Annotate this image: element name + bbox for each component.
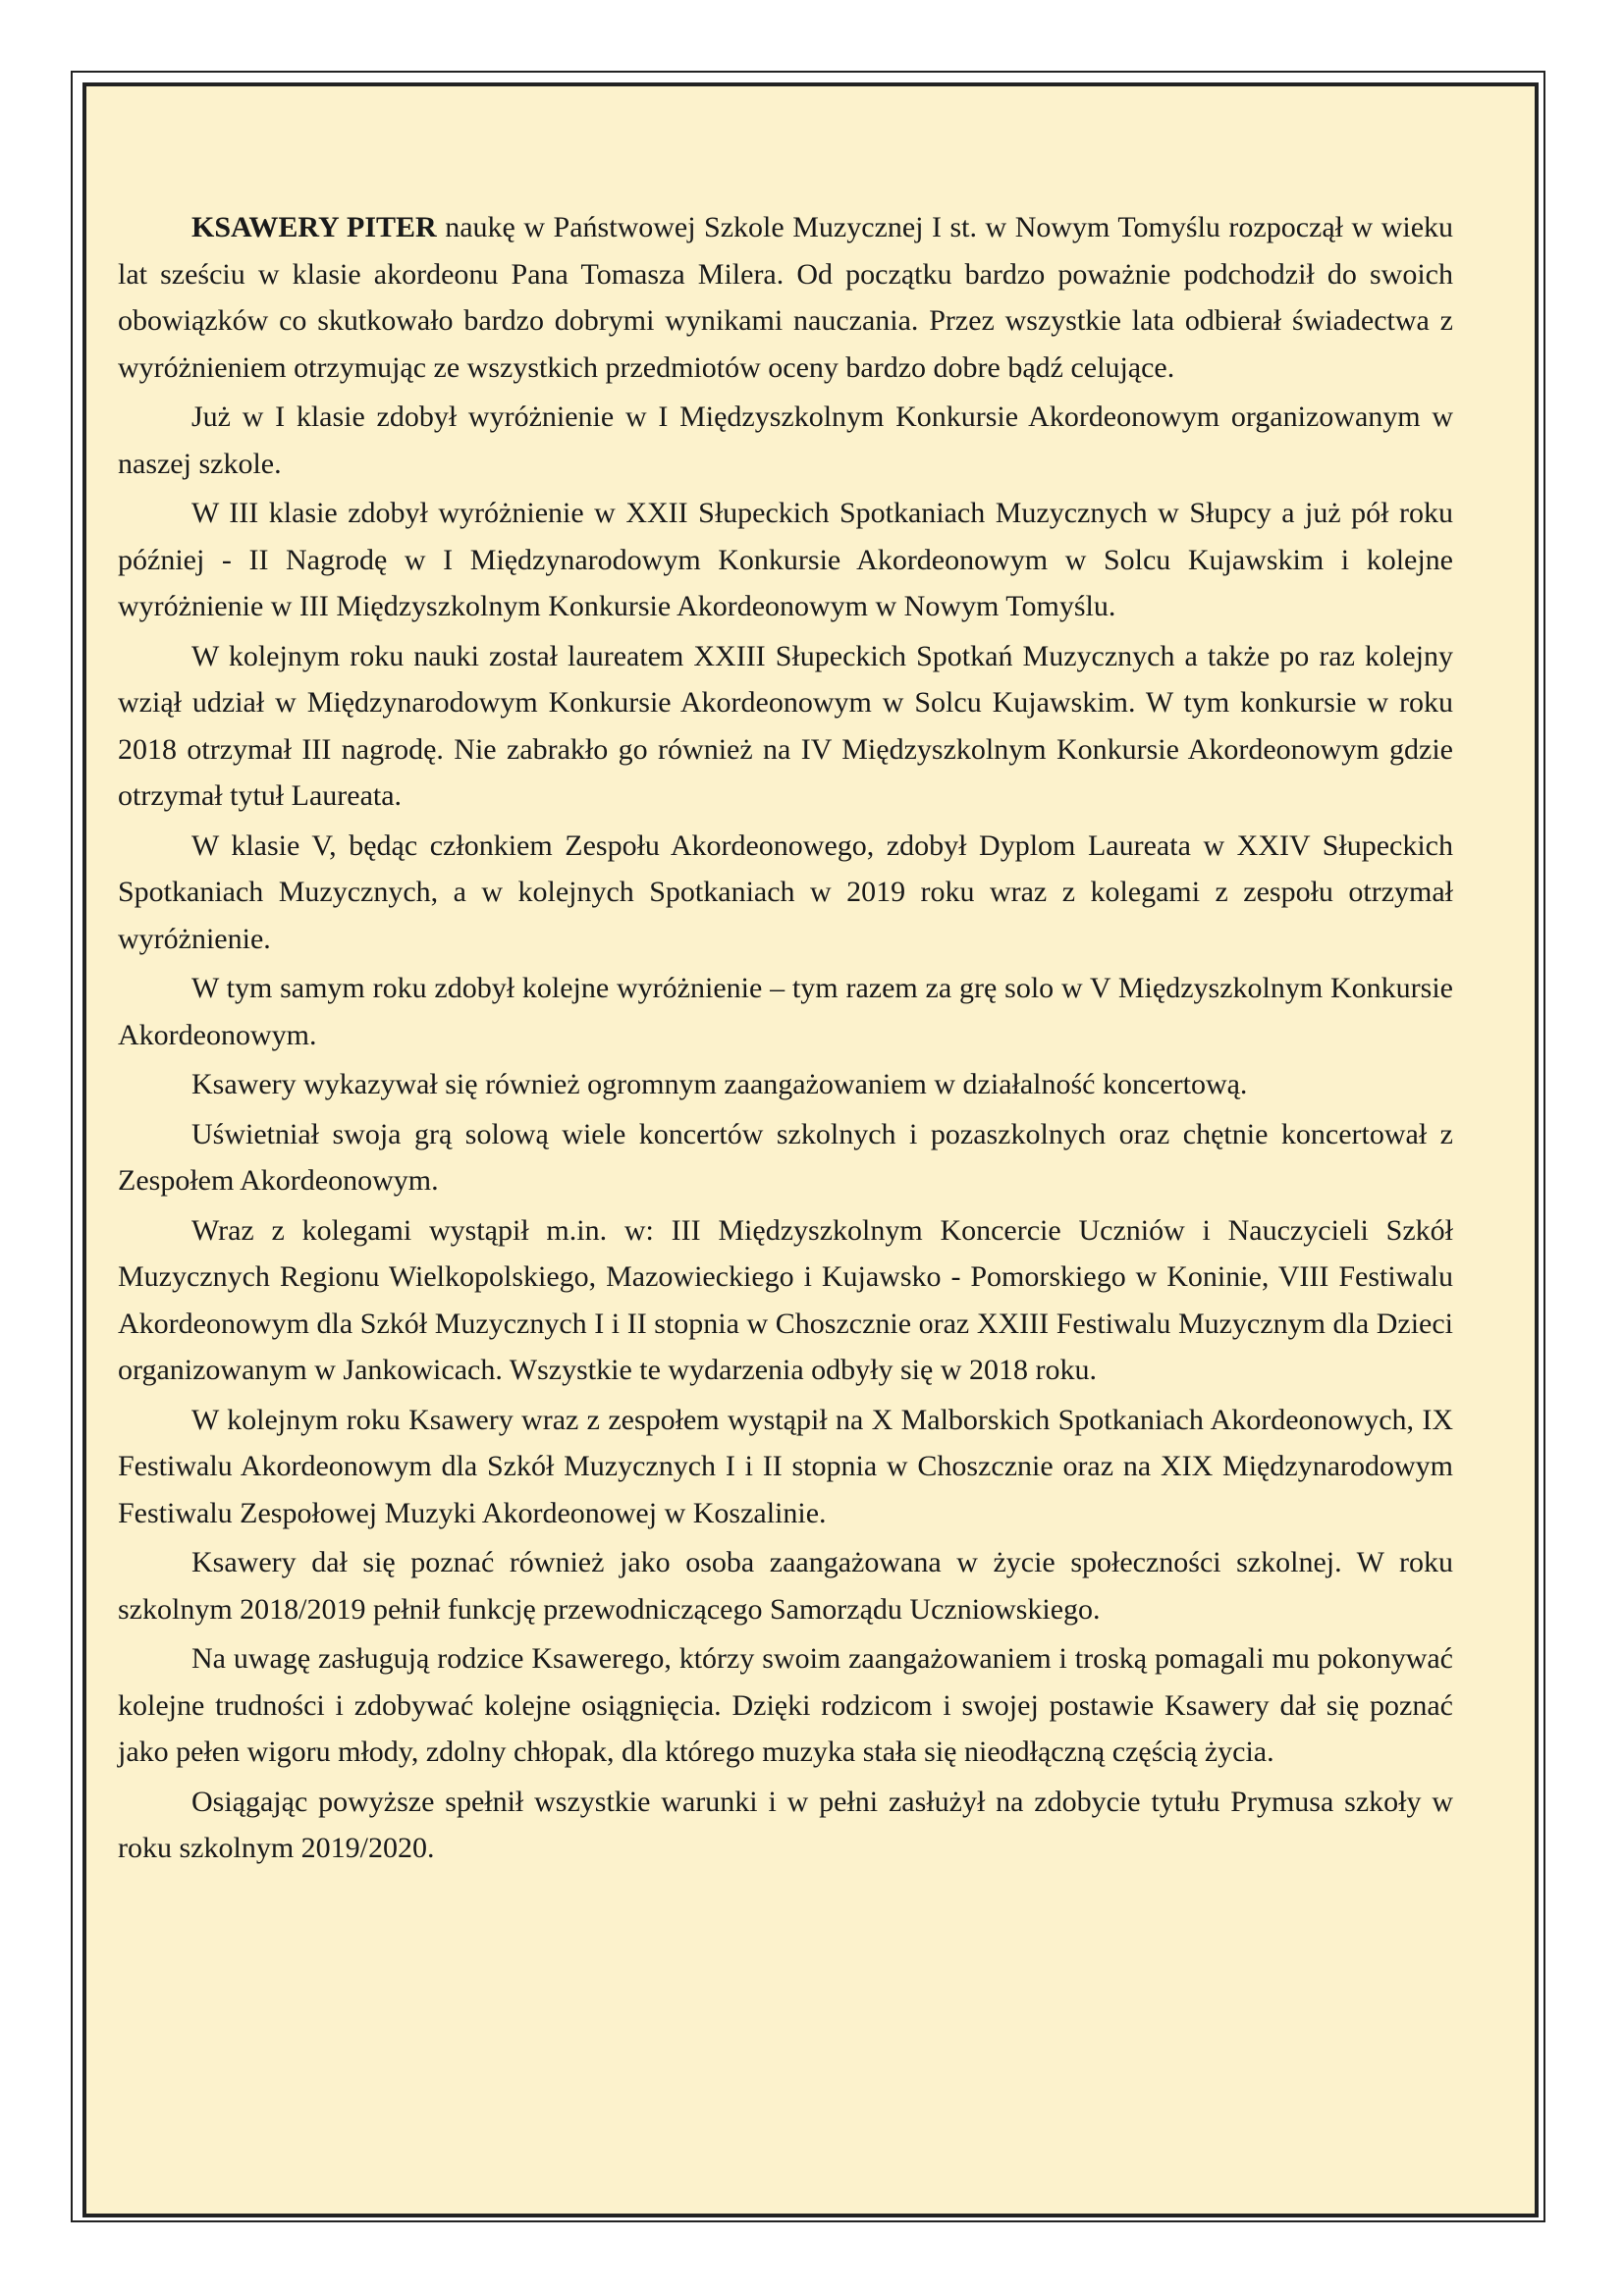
paragraph-performances-2018: Wraz z kolegami wystąpił m.in. w: III Międzyszkolnym Koncercie Uczniów i Nauczycieli Szkół Muzycznych Regionu Wielkopolskiego, Mazowieckiego i Kujawsko - Pomorskiego w Koninie, VIII Festiwalu Akordeonowym dla Szkół Muzycznych I i II stopnia w Choszcznie oraz XXIII Festiwalu Muzycznym dla Dzieci organizowanym w Jankowicach. Wszystkie te wydarzenia odbyły się w 2018 roku. xyxy=(118,1213,1453,1386)
paragraph-third-class: W III klasie zdobył wyróżnienie w XXII Słupeckich Spotkaniach Muzycznych w Słupcy a już pół roku później - II Nagrodę w I Międzynarodowym Konkursie Akordeonowym w Solcu Kujawskim i kolejne wyróżnienie w III Międzyszkolnym Konkursie Akordeonowym w Nowym Tomyślu. xyxy=(118,497,1453,622)
paragraph-intro-text: naukę w Państwowej Szkole Muzycznej I st. w Nowym Tomyślu rozpoczął w wieku lat sześciu w klasie akordeonu Pana Tomasza Milera. Od początku bardzo poważnie podchodził do swoich obowiązków co skutkowało bardzo dobrymi wynikami nauczania. Przez wszystkie lata odbierał świadectwa z wyróżnieniem otrzymując ze wszystkich przedmiotów oceny bardzo dobre bądź celujące. xyxy=(118,211,1454,384)
paragraph-parents: Na uwagę zasługują rodzice Ksawerego, którzy swoim zaangażowaniem i troską pomagali mu pokonywać kolejne trudności i zdobywać kolejne osiągnięcia. Dzięki rodzicom i swojej postawie Ksawery dał się poznać jako pełen wigoru młody, zdolny chłopak, dla którego muzyka stała się nieodłączną częścią życia. xyxy=(118,1642,1453,1768)
paragraph-intro xyxy=(118,204,1453,391)
paragraph-solo-concerts: Uświetniał swoja grą solową wiele koncertów szkolnych i pozaszkolnych oraz chętnie koncertował z Zespołem Akordeonowym. xyxy=(118,1117,1453,1197)
paragraph-performances-2019: W kolejnym roku Ksawery wraz z zespołem wystąpił na X Malborskich Spotkaniach Akordeonowych, IX Festiwalu Akordeonowym dla Szkół Muzycznych I i II stopnia w Choszcznie oraz na XIX Międzynarodowym Festiwalu Zespołowej Muzyki Akordeonowej w Koszalinie. xyxy=(118,1403,1453,1529)
paragraph-next-year: W kolejnym roku nauki został laureatem XXIII Słupeckich Spotkań Muzycznych a także po raz kolejny wziął udział w Międzynarodowym Konkursie Akordeonowym w Solcu Kujawskim. W tym konkursie w roku 2018 otrzymał III nagrodę. Nie zabrakło go również na IV Międzyszkolnym Konkursie Akordeonowym gdzie otrzymał tytuł Laureata. xyxy=(118,639,1453,812)
paragraph-conclusion: Osiągając powyższe spełnił wszystkie warunki i w pełni zasłużył na zdobycie tytułu Prymusa szkoły w roku szkolnym 2019/2020. xyxy=(118,1785,1453,1864)
document-body xyxy=(118,204,1453,1875)
student-name: KSAWERY PITER xyxy=(191,211,437,243)
paragraph-concert-engagement: Ksawery wykazywał się również ogromnym zaangażowaniem w działalność koncertową. xyxy=(191,1068,1248,1100)
paragraph-first-class: Już w I klasie zdobył wyróżnienie w I Międzyszkolnym Konkursie Akordeonowym organizowanym w naszej szkole. xyxy=(118,400,1453,480)
paragraph-fifth-class: W klasie V, będąc członkiem Zespołu Akordeonowego, zdobył Dyplom Laureata w XXIV Słupeckich Spotkaniach Muzycznych, a w kolejnych Spotkaniach w 2019 roku wraz z kolegami z zespołu otrzymał wyróżnienie. xyxy=(118,828,1453,955)
paragraph-student-council: Ksawery dał się poznać również jako osoba zaangażowana w życie społeczności szkolnej. W roku szkolnym 2018/2019 pełnił funkcję przewodniczącego Samorządu Uczniowskiego. xyxy=(118,1546,1453,1626)
paragraph-solo-award: W tym samym roku zdobył kolejne wyróżnienie – tym razem za grę solo w V Międzyszkolnym Konkursie Akordeonowym. xyxy=(118,972,1453,1051)
